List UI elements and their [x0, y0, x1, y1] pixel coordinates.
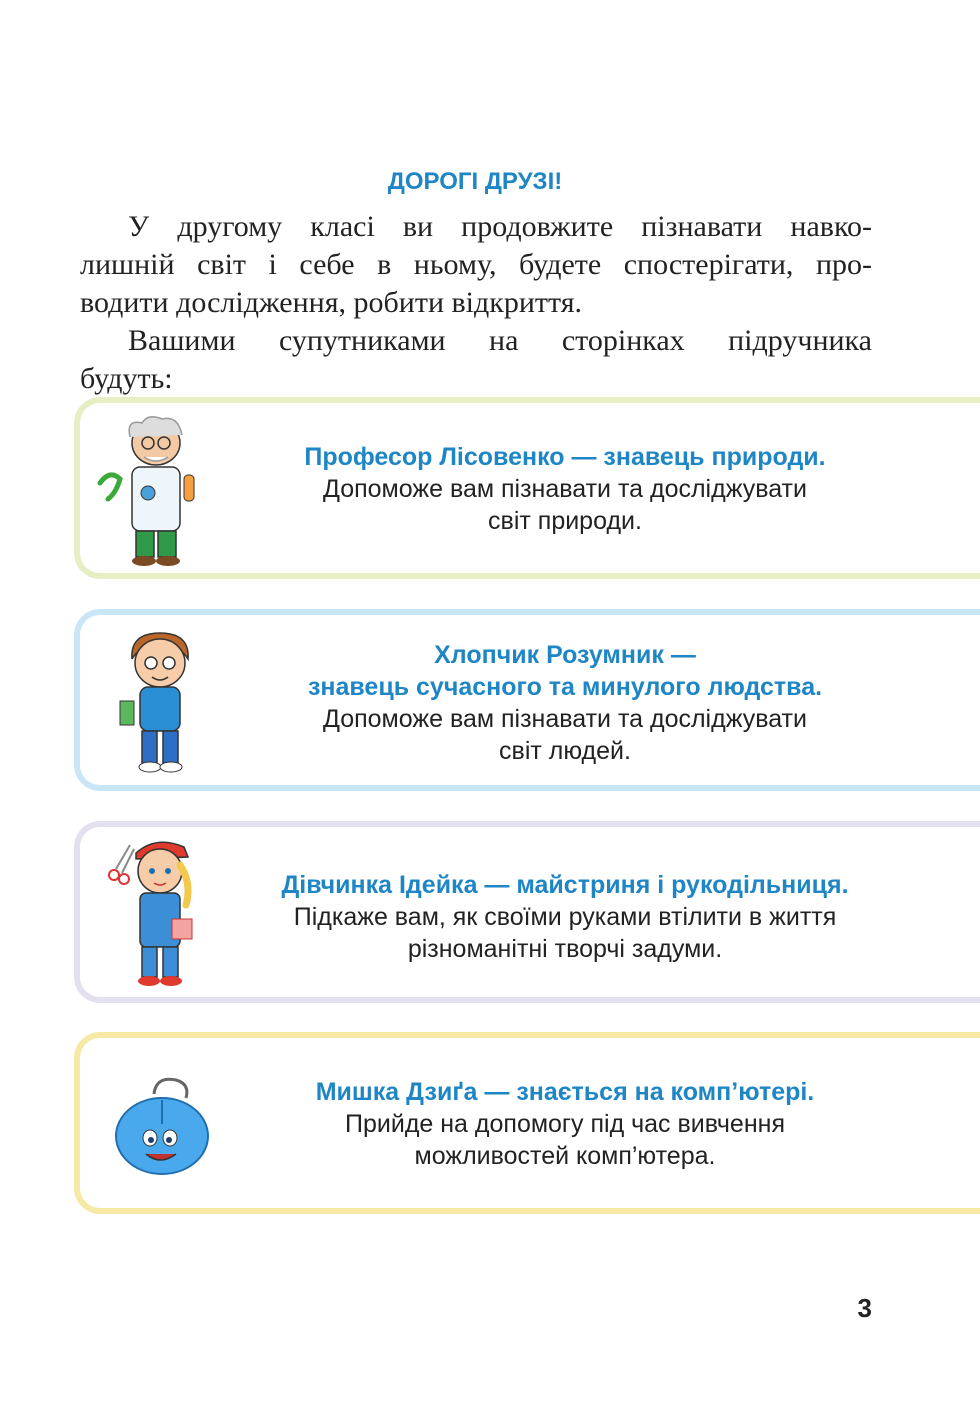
intro-line: У другому класі ви продовжите пізнавати навко- [128, 210, 872, 243]
character-description: різноманітні творчі задуми. [407, 935, 723, 963]
character-description: Прийде на допомогу під час вивчення [345, 1110, 785, 1138]
intro-line: будуть: [80, 362, 173, 395]
character-name: Дівчинка Ідейка — майстриня і рукодільниця. [281, 871, 849, 899]
intro-line: лишній світ і себе в ньому, будете спостерігати, про- [80, 248, 872, 281]
character-description: можливостей комп’ютера. [414, 1142, 716, 1170]
page-number: 3 [857, 1293, 872, 1323]
character-description: Підкаже вам, як своїми руками втілити в життя [293, 903, 837, 931]
girl-character-icon [100, 835, 210, 995]
computer-mouse-character-icon [106, 1074, 216, 1184]
boy-character-icon [110, 629, 210, 779]
character-card-girl [74, 821, 980, 1003]
intro-line: Вашими супутниками на сторінках підручника [128, 324, 872, 357]
character-card-mouse [74, 1032, 980, 1214]
character-description: світ людей. [499, 737, 631, 765]
intro-line: водити дослідження, робити відкриття. [80, 286, 583, 319]
page-heading: ДОРОГІ ДРУЗІ! [387, 168, 563, 195]
character-card-boy [74, 609, 980, 791]
character-description: світ природи. [488, 507, 642, 535]
character-name: Мишка Дзиґа — знається на комп’ютері. [315, 1078, 815, 1106]
character-description: Допоможе вам пізнавати та досліджувати [323, 705, 807, 733]
character-name: знавець сучасного та минулого людства. [307, 673, 823, 701]
character-card-professor [74, 397, 980, 579]
professor-character-icon [86, 413, 226, 573]
character-description: Допоможе вам пізнавати та досліджувати [323, 475, 807, 503]
character-name: Хлопчик Розумник — [434, 641, 696, 669]
character-name: Професор Лісовенко — знавець природи. [304, 443, 826, 471]
intro-paragraph [80, 208, 872, 398]
